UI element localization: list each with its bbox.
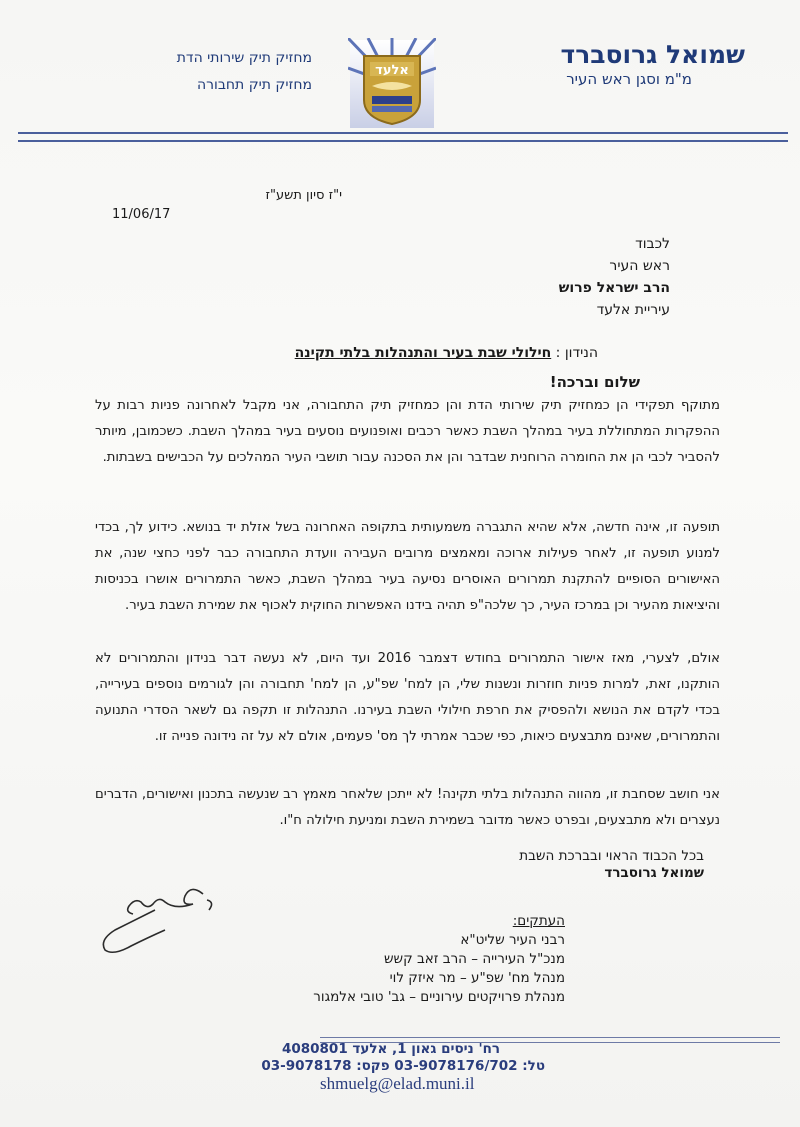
cc-heading: העתקים: <box>512 913 565 929</box>
footer-phones: טל: 03-9078176/702 פקס: 03-9078178 <box>261 1058 545 1074</box>
letterhead-divider <box>18 132 788 142</box>
body-paragraph-3: אולם, לצערי, מאז אישור התמרורים בחודש דצמבר 2016 ועד היום, לא נעשה דבר בנידון והתמרורים לא הותקנו, זאת, למרות פניות חוזרות ונשנות שלי, הן למח' שפ"ע, הן למח' תחבורה והן לגורמים נוספים בעירייה, בכדי לקדם את הנושא ולהפסיק את חרפת חילולי השבת בעירנו. התנהלות זו תקפה גם לשאר הסדרי התנועה והתמרורים, שאינם מתבצעים כיאות, כפי שכבר אמרתי לך מס' פעמים, אולם לא על זה נידונה פנייה זו. <box>95 651 720 744</box>
city-logo-emblem <box>348 38 436 130</box>
recipient-name: הרב ישראל פרוש <box>558 280 670 296</box>
sender-name: שמואל גרוסברד <box>560 40 745 69</box>
date-block <box>112 186 342 224</box>
subject-text: חילולי שבת בעיר והתנהלות בלתי תקינה <box>294 345 552 361</box>
greeting: שלום וברכה! <box>549 373 640 391</box>
cc-item: מנכ"ל העירייה – הרב זאב קשש <box>383 951 565 967</box>
portfolio-block <box>112 45 312 99</box>
subject-prefix: הנידון : <box>555 345 598 361</box>
recipient-salutation: לכבוד <box>635 236 670 252</box>
body-paragraph-2: תופעה זו, אינה חדשה, אלא שהיא התגברה משמעותית בתקופה האחרונה בשל אזלת יד בנושא. כידוע לך, בכדי למנוע תופעה זו, לאחר פעילות ארוכה ומאמצים מרובים העבירה וועדת התחבורה כבר לפני כחצי שנה, את האישורים הסופיים להתקנת תמרורים האוסרים נסיעה בעיר במהלך השבת, כאשר התמרורים אושרו בכניסות והיציאות מהעיר וכן במרכז העיר, כך שלכה"פ תהיה בידנו האפשרות החוקית לאכוף את שמירת השבת בעיר. <box>95 520 720 613</box>
subject-line <box>295 345 598 361</box>
cc-item: רבני העיר שליט"א <box>460 932 565 948</box>
cc-item: מנהלת פרויקטים עירוניים – גב' טובי אלמגור <box>313 989 565 1005</box>
logo-text: אלעד <box>375 63 409 78</box>
body-paragraph-1: מתוקף תפקידי הן כמחזיק תיק שירותי הדת והן כמחזיק תיק התחבורה, אני מקבל לאחרונה פניות רבות על ההפקרות המתחוללת בעיר במהלך השבת כאשר רכבים ואופנועים נוסעים בעיר במהלך השבת. כשכמובן, מיותר להסביר לכבי הן את החומרה הרוחנית שבדבר והן את הסכנה עבור תושבי העיר המהלכים על הכבישים בשבתות. <box>95 398 720 465</box>
footer-email: shmuelg@elad.muni.il <box>320 1074 475 1093</box>
body-paragraph-4: אני חושב שסחבת זו, מהווה התנהלות בלתי תקינה! לא ייתכן שלאחר מאמץ רב שנעשה בתכנון ואישורים, הדברים נעצרים ולא מתבצעים, ובפרט כאשר מדובר בשמירת השבת ומניעת חילולה ח"ו. <box>95 787 720 828</box>
sender-title: מ"מ וסגן ראש העיר <box>566 70 692 88</box>
gregorian-date: 11/06/17 <box>112 207 171 222</box>
cc-list <box>313 912 565 1007</box>
handwritten-signature <box>95 880 225 958</box>
recipient-role: ראש העיר <box>609 258 670 274</box>
footer-address: רח' ניסים גאון 1, אלעד 4080801 <box>281 1041 500 1057</box>
closing-block <box>519 848 704 882</box>
cc-item: מנהל מח' שפ"ע – מר איזק לוי <box>389 970 565 986</box>
hebrew-date: י"ז סיון תשע"ז <box>265 188 342 203</box>
recipient-organization: עיריית אלעד <box>596 302 670 318</box>
signatory-name: שמואל גרוסברד <box>604 865 704 881</box>
recipient-block <box>559 233 670 321</box>
portfolio-transportation: מחזיק תיק תחבורה <box>196 77 312 93</box>
portfolio-religious-services: מחזיק תיק שירותי הדת <box>176 50 312 66</box>
closing-blessing: בכל הכבוד הראוי ובברכת השבת <box>519 848 704 864</box>
